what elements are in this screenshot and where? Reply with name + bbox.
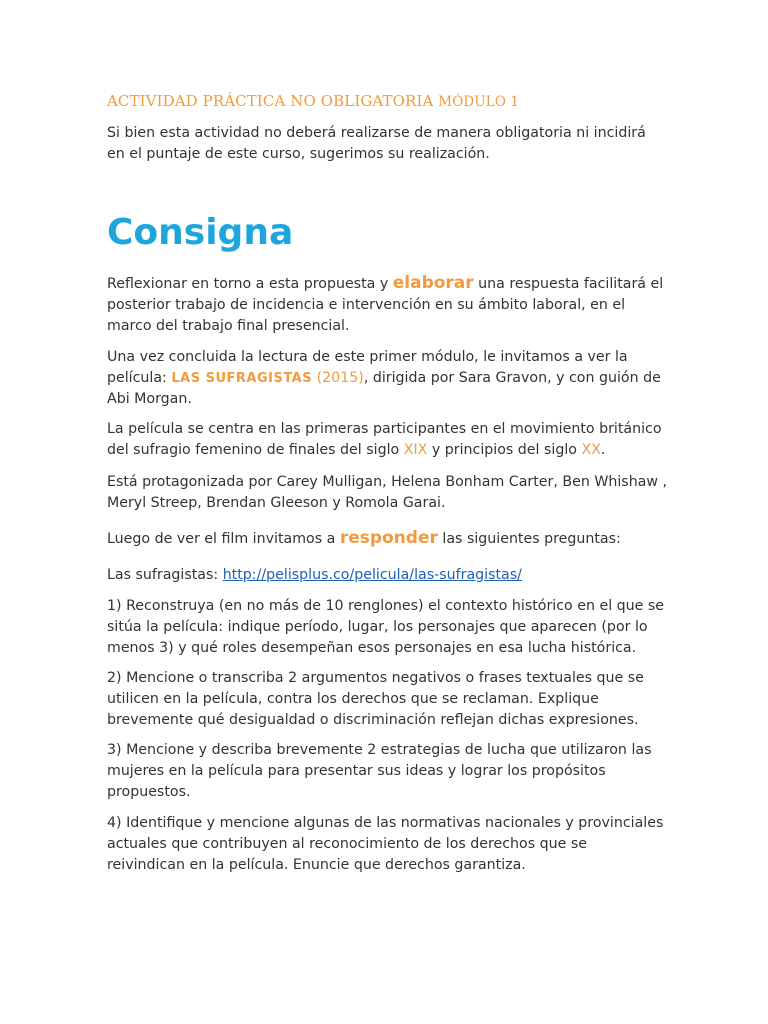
century-xx: XX [581, 442, 601, 458]
question-4: 4) Identifique y mencione algunas de las normativas nacionales y provinciales actuales que contribuyen al reconocimiento de los derechos que se reivindican en la película. Enuncie que derechos garantiza. [107, 815, 664, 873]
paragraph-reflexionar [107, 273, 667, 337]
film-year: (2015) [316, 370, 364, 386]
text-span: Luego de ver el film invitamos a [107, 531, 340, 547]
paragraph-pelicula [107, 347, 667, 410]
text-span: La película se centra en las primeras participantes en el movimiento británico del sufragio femenino de finales del siglo [107, 421, 662, 458]
emphasis-responder: responder [339, 528, 438, 548]
emphasis-elaborar: elaborar [392, 273, 474, 293]
film-title: LAS SUFRAGISTAS [171, 371, 313, 386]
link-line [107, 565, 667, 586]
consigna-heading: Consigna [107, 212, 294, 253]
link-label: Las sufragistas: [107, 567, 223, 583]
century-xix: XIX [403, 442, 428, 458]
paragraph-responder [107, 528, 667, 550]
question-3: 3) Mencione y describa brevemente 2 estrategias de lucha que utilizaron las mujeres en la película para presentar sus ideas y lograr los propósitos propuestos. [107, 742, 652, 800]
activity-header [107, 92, 519, 110]
film-link[interactable]: http://pelisplus.co/pelicula/las-sufragistas/ [222, 567, 522, 583]
activity-title: ACTIVIDAD PRÁCTICA NO OBLIGATORIA [107, 92, 434, 110]
intro-paragraph: Si bien esta actividad no deberá realizarse de manera obligatoria ni incidirá en el puntaje de este curso, sugerimos su realización. [107, 125, 646, 162]
text-span: , dirigida por Sara Gravon, y con guión de Abi Morgan. [107, 370, 661, 407]
paragraph-sinopsis [107, 419, 667, 461]
text-span: . [600, 442, 606, 458]
paragraph-reparto: Está protagonizada por Carey Mulligan, Helena Bonham Carter, Ben Whishaw , Meryl Streep, Brendan Gleeson y Romola Garai. [107, 474, 667, 511]
text-span: las siguientes preguntas: [437, 531, 621, 547]
text-span: Una vez concluida la lectura de este primer módulo, le invitamos a ver la película: [107, 349, 628, 386]
question-2: 2) Mencione o transcriba 2 argumentos negativos o frases textuales que se utilicen en la película, contra los derechos que se reclaman. Explique brevemente qué desigualdad o discriminación reflejan dichas expresiones. [107, 670, 644, 728]
module-label: MÓDULO 1 [438, 94, 520, 110]
text-span: Reflexionar en torno a esta propuesta y [107, 276, 393, 292]
question-1: 1) Reconstruya (en no más de 10 renglones) el contexto histórico en el que se sitúa la película: indique período, lugar, los personajes que aparecen (por lo menos 3) y qué roles desempeñan esos personajes en esa lucha histórica. [107, 598, 665, 656]
text-span: una respuesta facilitará el posterior trabajo de incidencia e intervención en su ámbito laboral, en el marco del trabajo final presencial. [107, 276, 664, 334]
text-span: y principios del siglo [427, 442, 582, 458]
